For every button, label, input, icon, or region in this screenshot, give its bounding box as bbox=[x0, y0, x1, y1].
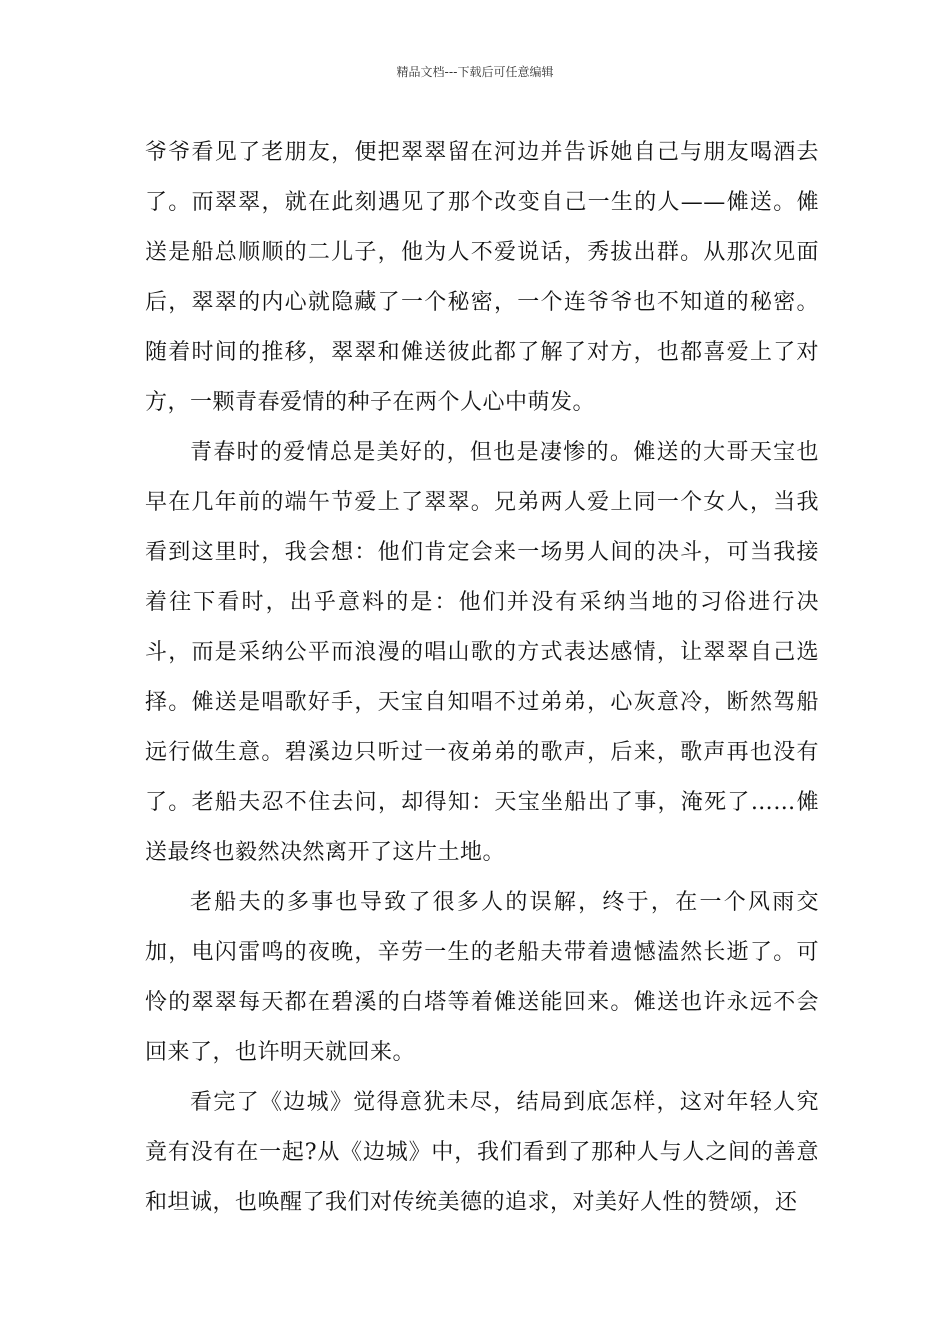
document-body bbox=[145, 128, 819, 1228]
paragraph-2: 青春时的爱情总是美好的，但也是凄惨的。傩送的大哥天宝也早在几年前的端午节爱上了翠翠。兄弟两人爱上同一个女人，当我看到这里时，我会想：他们肯定会来一场男人间的决斗，可当我接着往下看时，出乎意料的是：他们并没有采纳当地的习俗进行决斗，而是采纳公平而浪漫的唱山歌的方式表达感情，让翠翠自己选择。傩送是唱歌好手，天宝自知唱不过弟弟，心灰意冷，断然驾船远行做生意。碧溪边只听过一夜弟弟的歌声，后来，歌声再也没有了。老船夫忍不住去问，却得知：天宝坐船出了事，淹死了……傩送最终也毅然决然离开了这片土地。 bbox=[145, 440, 819, 865]
paragraph-3: 老船夫的多事也导致了很多人的误解，终于，在一个风雨交加，电闪雷鸣的夜晚，辛劳一生的老船夫带着遗憾溘然长逝了。可怜的翠翠每天都在碧溪的白塔等着傩送能回来。傩送也许永远不会回来了，也许明天就回来。 bbox=[145, 890, 819, 1065]
paragraph-4: 看完了《边城》觉得意犹未尽，结局到底怎样，这对年轻人究竟有没有在一起?从《边城》中，我们看到了那种人与人之间的善意和坦诚，也唤醒了我们对传统美德的追求，对美好人性的赞颂，还 bbox=[145, 1090, 819, 1215]
paragraph-1: 爷爷看见了老朋友，便把翠翠留在河边并告诉她自己与朋友喝酒去了。而翠翠，就在此刻遇见了那个改变自己一生的人——傩送。傩送是船总顺顺的二儿子，他为人不爱说话，秀拔出群。从那次见面后，翠翠的内心就隐藏了一个秘密，一个连爷爷也不知道的秘密。随着时间的推移，翠翠和傩送彼此都了解了对方，也都喜爱上了对方，一颗青春爱情的种子在两个人心中萌发。 bbox=[145, 140, 819, 415]
page-header: 精品文档---下载后可任意编辑 bbox=[396, 65, 554, 79]
